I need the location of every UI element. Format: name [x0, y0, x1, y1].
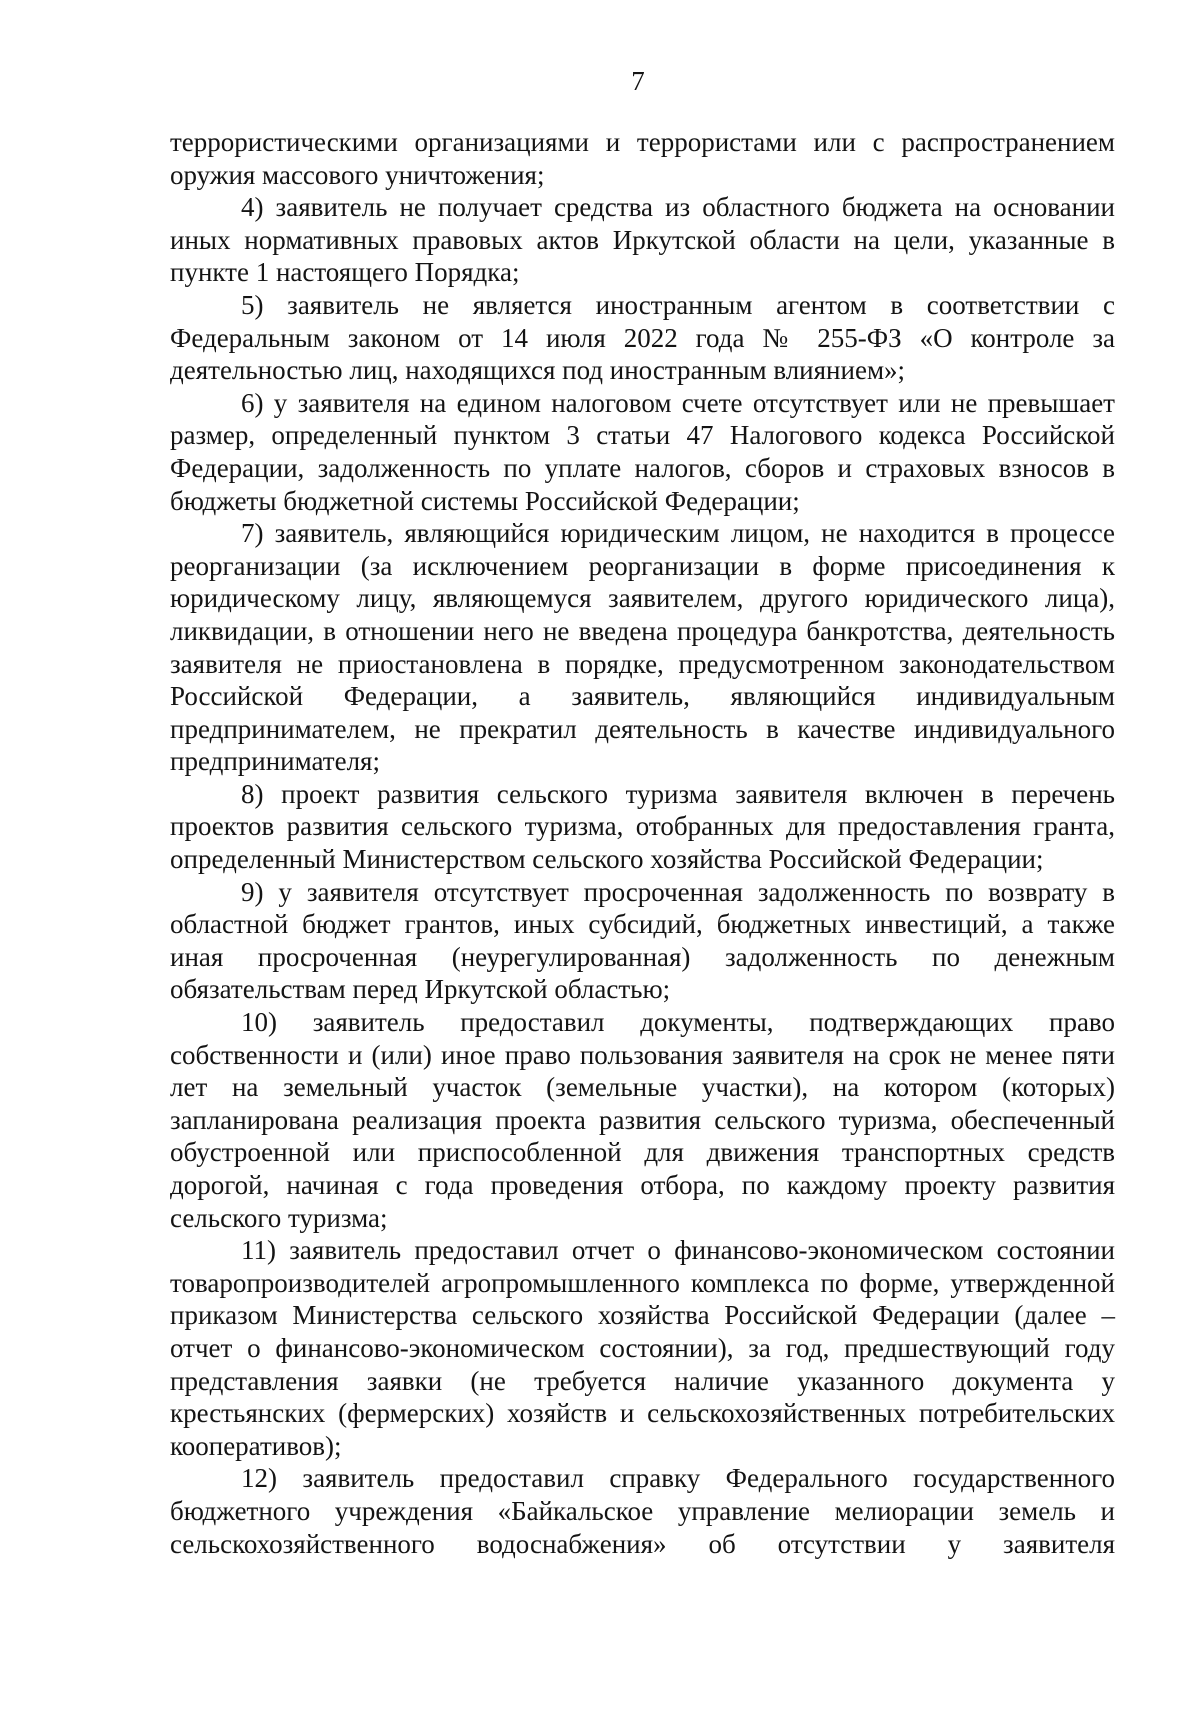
paragraph-item-11: 11) заявитель предоставил отчет о финансово-экономическом состоянии товаропроизводителей агропромышленного комплекса по форме, утвержденной приказом Министерства сельского хозяйства Российской Федерации (далее – отчет о финансово-экономическом состоянии), за год, предшествующий году представления заявки (не требуется наличие указанного документа у крестьянских (фермерских) хозяйств и сельскохозяйственных потребительских кооперативов);	[170, 1235, 1115, 1461]
paragraph-item-9: 9) у заявителя отсутствует просроченная задолженность по возврату в областной бюджет грантов, иных субсидий, бюджетных инвестиций, а также иная просроченная (неурегулированная) задолженность по денежным обязательствам перед Иркутской областью;	[170, 876, 1115, 1005]
paragraph-continuation: террористическими организациями и террористами или с распространением оружия массового уничтожения;	[170, 127, 1115, 190]
paragraph-item-10: 10) заявитель предоставил документы, подтверждающих право собственности и (или) иное право пользования заявителя на срок не менее пяти лет на земельный участок (земельные участки), на котором (которых) запланирована реализация проекта развития сельского туризма, обеспеченный обустроенной или приспособленной для движения транспортных средств дорогой, начиная с года проведения отбора, по каждому проекту развития сельского туризма;	[170, 1007, 1115, 1233]
paragraph-item-12: 12) заявитель предоставил справку Федерального государственного бюджетного учреждения «Байкальское управление мелиорации земель и сельскохозяйственного водоснабжения» об отсутствии у заявителя	[170, 1463, 1115, 1559]
page-number: 7	[631, 66, 645, 96]
paragraph-item-4: 4) заявитель не получает средства из областного бюджета на основании иных нормативных правовых актов Иркутской области на цели, указанные в пункте 1 настоящего Порядка;	[170, 192, 1115, 288]
document-body	[170, 126, 1115, 1560]
paragraph-item-7: 7) заявитель, являющийся юридическим лицом, не находится в процессе реорганизации (за исключением реорганизации в форме присоединения к юридическому лицу, являющемуся заявителем, другого юридического лица), ликвидации, в отношении него не введена процедура банкротства, деятельность заявителя не приостановлена в порядке, предусмотренном законодательством Российской Федерации, а заявитель, являющийся индивидуальным предпринимателем, не прекратил деятельность в качестве индивидуального предпринимателя;	[170, 518, 1115, 777]
paragraph-item-8: 8) проект развития сельского туризма заявителя включен в перечень проектов развития сельского туризма, отобранных для предоставления гранта, определенный Министерством сельского хозяйства Российской Федерации;	[170, 778, 1115, 875]
paragraph-item-6: 6) у заявителя на едином налоговом счете отсутствует или не превышает размер, определенный пунктом 3 статьи 47 Налогового кодекса Российской Федерации, задолженность по уплате налогов, сборов и страховых взносов в бюджеты бюджетной системы Российской Федерации;	[170, 387, 1115, 516]
paragraph-item-5: 5) заявитель не является иностранным агентом в соответствии с Федеральным законом от 14 июля 2022 года № 255-ФЗ «О контроле за деятельностью лиц, находящихся под иностранным влиянием»;	[170, 289, 1115, 386]
